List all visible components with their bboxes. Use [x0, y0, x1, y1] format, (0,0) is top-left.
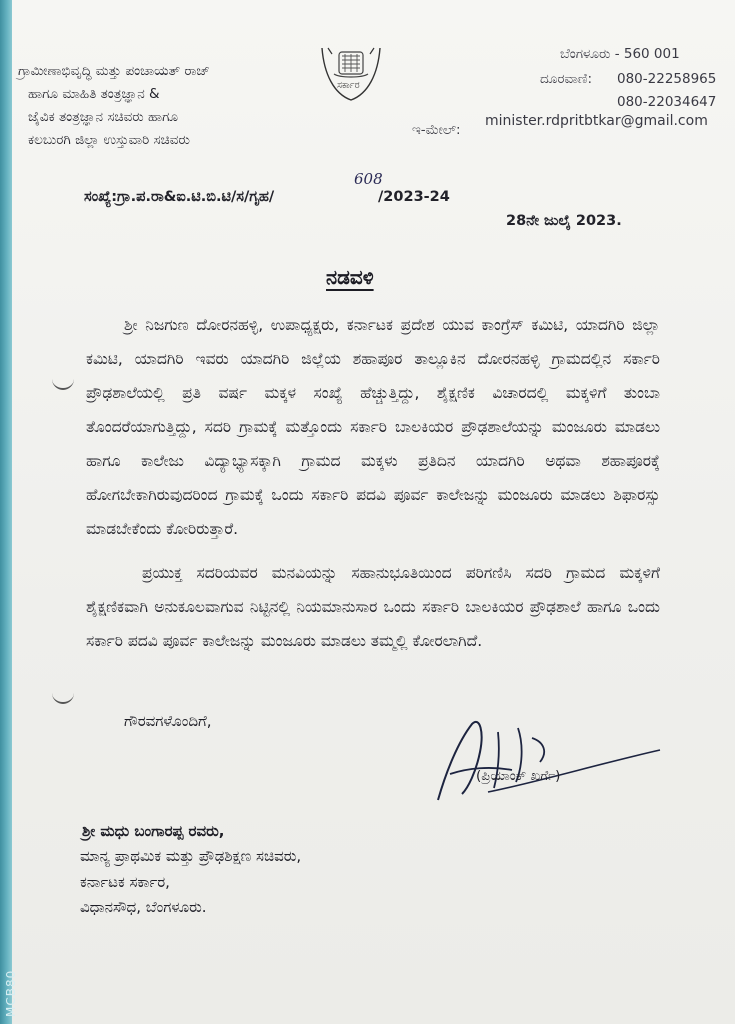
reference-number: ಸಂಖ್ಯೆ:ಗ್ರಾ.ಪ.ರಾ&ಐ.ಟಿ.ಬಿ.ಟಿ/ಸ/ಗೃಹ/	[84, 189, 275, 205]
page-title: ನಡವಳಿ	[326, 265, 374, 289]
phone-number-1: 080-22258965	[617, 71, 717, 87]
emblem-caption: ಸರ್ಕಾರ	[337, 80, 360, 91]
letterhead-line-4: ಕಲಬುರಗಿ ಜಿಲ್ಲಾ ಉಸ್ತುವಾರಿ ಸಚಿವರು	[28, 132, 190, 148]
recipient-line-2: ಮಾನ್ಯ ಪ್ರಾಥಮಿಕ ಮತ್ತು ಪ್ರೌಢಶಿಕ್ಷಣ ಸಚಿವರು,	[80, 847, 302, 865]
paragraph-1: ಶ್ರೀ ನಿಜಗುಣ ದೋರನಹಳ್ಳಿ, ಉಪಾಧ್ಯಕ್ಷರು, ಕರ್ನಾಟಕ ಪ್ರದೇಶ ಯುವ ಕಾಂಗ್ರೆಸ್ ಕಮಿಟಿ, ಯಾದಗಿರಿ ಜಿಲ್ಲಾ ಕಮಿಟಿ, ಯಾದಗಿರಿ ಇವರು ಯಾದಗಿರಿ ಜಿಲ್ಲೆಯ ಶಹಾಪೂರ ತಾಲ್ಲೂಕಿನ ದೋರನಹಳ್ಳಿ ಗ್ರಾಮದಲ್ಲಿನ ಸರ್ಕಾರಿ ಪ್ರೌಢಶಾಲೆಯಲ್ಲಿ ಪ್ರತಿ ವರ್ಷ ಮಕ್ಕಳ ಸಂಖ್ಯೆ ಹೆಚ್ಚುತ್ತಿದ್ದು, ಶೈಕ್ಷಣಿಕ ವಿಚಾರದಲ್ಲಿ ಮಕ್ಕಳಿಗೆ ತುಂಬಾ ತೊಂದರೆಯಾಗುತ್ತಿದ್ದು, ಸದರಿ ಗ್ರಾಮಕ್ಕೆ ಮತ್ತೊಂದು ಸರ್ಕಾರಿ ಬಾಲಕಿಯರ ಪ್ರೌಢಶಾಲೆಯನ್ನು ಮಂಜೂರು ಮಾಡಲು ಹಾಗೂ ಕಾಲೇಜು ವಿದ್ಯಾಭ್ಯಾಸಕ್ಕಾಗಿ ಗ್ರಾಮದ ಮಕ್ಕಳು ಪ್ರತಿದಿನ ಯಾದಗಿರಿ ಅಥವಾ ಶಹಾಪೂರಕ್ಕೆ ಹೋಗಬೇಕಾಗಿರುವುದರಿಂದ ಗ್ರಾಮಕ್ಕೆ ಒಂದು ಸರ್ಕಾರಿ ಪದವಿ ಪೂರ್ವ ಕಾಲೇಜನ್ನು ಮಂಜೂರು ಮಾಡಲು ಶಿಫಾರಸ್ಸು ಮಾಡಬೇಕೆಂದು ಕೋರಿರುತ್ತಾರೆ.	[86, 316, 660, 538]
letter-date: 28ನೇ ಜುಲೈ 2023.	[506, 213, 622, 229]
signature-image	[428, 712, 678, 812]
letterhead-line-2: ಹಾಗೂ ಮಾಹಿತಿ ತಂತ್ರಜ್ಞಾನ &	[28, 86, 160, 102]
letterhead-city: ಬೆಂಗಳೂರು - 560 001	[560, 46, 680, 62]
handwritten-dispatch-number: 608	[354, 170, 383, 188]
reference-year: /2023-24	[378, 189, 450, 205]
phone-label: ದೂರವಾಣಿ:	[540, 71, 593, 87]
letterhead-line-1: ಗ್ರಾಮೀಣಾಭಿವೃದ್ಧಿ ಮತ್ತು ಪಂಚಾಯತ್ ರಾಜ್	[18, 63, 210, 79]
punch-hole-mark	[52, 692, 74, 704]
email-address: minister.rdpritbtkar@gmail.com	[485, 113, 708, 129]
closing-salutation: ಗೌರವಗಳೊಂದಿಗೆ,	[124, 712, 212, 730]
folder-edge-strip	[0, 0, 18, 1024]
letterhead-line-3: ಜೈವಿಕ ತಂತ್ರಜ್ಞಾನ ಸಚಿವರು ಹಾಗೂ	[28, 109, 178, 125]
paragraph-2: ಪ್ರಯುಕ್ತ ಸದರಿಯವರ ಮನವಿಯನ್ನು ಸಹಾನುಭೂತಿಯಿಂದ ಪರಿಗಣಿಸಿ ಸದರಿ ಗ್ರಾಮದ ಮಕ್ಕಳಿಗೆ ಶೈಕ್ಷಣಿಕವಾಗಿ ಅನುಕೂಲವಾಗುವ ನಿಟ್ಟಿನಲ್ಲಿ ನಿಯಮಾನುಸಾರ ಒಂದು ಸರ್ಕಾರಿ ಬಾಲಕಿಯರ ಪ್ರೌಢಶಾಲೆ ಹಾಗೂ ಒಂದು ಸರ್ಕಾರಿ ಪದವಿ ಪೂರ್ವ ಕಾಲೇಜನ್ನು ಮಂಜೂರು ಮಾಡಲು ತಮ್ಮಲ್ಲಿ ಕೋರಲಾಗಿದೆ.	[86, 564, 660, 650]
email-label: ಇ-ಮೇಲ್:	[412, 122, 461, 138]
punch-hole-mark	[52, 378, 74, 390]
body-text	[86, 308, 660, 658]
recipient-line-3: ಕರ್ನಾಟಕ ಸರ್ಕಾರ,	[80, 873, 170, 891]
recipient-line-1: ಶ್ರೀ ಮಧು ಬಂಗಾರಪ್ಪ ರವರು,	[82, 822, 225, 840]
signatory-name: (ಪ್ರಿಯಾಂಕ್ ಖರ್ಗೆ)	[476, 768, 561, 784]
recipient-line-4: ವಿಧಾನಸೌಧ, ಬೆಂಗಳೂರು.	[80, 898, 207, 916]
phone-number-2: 080-22034647	[617, 94, 717, 110]
edge-label: MCB80	[4, 969, 18, 1017]
state-emblem-icon	[320, 44, 382, 102]
